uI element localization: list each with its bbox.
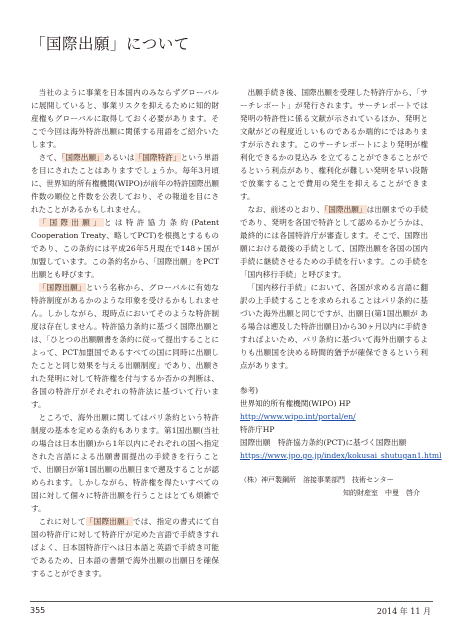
- highlighted-term: 「国際出願」: [38, 218, 105, 227]
- references-label: 参考): [240, 386, 259, 395]
- text: は出願までの手続であり、発明を各国で特許として認めるかどうかは、最終的には各国特許庁が審査します。そこで、国際出願における最後の手続として、国際出願を各国の国内手続に継続させるための手続を行います。この手続を「国内移行手続」と呼びます。: [240, 205, 429, 279]
- text: あるいは: [103, 153, 135, 162]
- text: これに対して: [38, 517, 86, 526]
- highlighted-term: 「国際出願」: [61, 153, 104, 162]
- text: では、指定の書式にて自国の特許庁に対して特許庁が定めた言語で手続きすればよく、日本国特許庁へは日本語と英語で手続き可能であるため、日本語の書類で海外出願の出願日を確保することができます。: [31, 517, 220, 578]
- highlighted-term: 「国際出願」: [38, 283, 86, 292]
- text: なお、前述のとおり、: [247, 205, 325, 214]
- author-affiliation: （株）神戸製鋼所 溶接事業部門 技術センター: [240, 476, 394, 484]
- footer-divider: [30, 601, 433, 602]
- reference-jpo-page-label: 国際出願 特許協力条約(PCT)に基づく国際出願: [240, 438, 407, 447]
- reference-jpo-link[interactable]: https://www.jpo.go.jp/index/kokusai_shutugan1.html: [240, 451, 442, 460]
- text: とは特許協力条約(Patent Cooperation Treaty、略してPCT)を根拠とするものであり、この条約には平成26年5月現在で148ヶ国が加盟しています。この条約名から、「国際出願」をPCT出願とも呼びます。: [31, 218, 220, 279]
- reference-wipo-link[interactable]: http://www.wipo.int/portal/en/: [240, 412, 356, 421]
- right-column: [240, 86, 442, 500]
- paragraph-national-phase: [240, 203, 428, 281]
- reference-wipo-label: 世界知的所有権機関(WIPO) HP: [240, 399, 351, 408]
- highlighted-term: 「国際出願」: [85, 517, 133, 526]
- paragraph-paris-convention: ところで、海外出願に関してはパリ条約という特許制度の基本を定める条約もあります。第1国出願(当社の場合は日本出願)から1年以内にそれぞれの国へ指定された言語による出願書面提出の手続きを行うことで、出願日が第1国出願の出願日まで遡及することが認められます。しかしながら、特許権を得たいすべての国に対して個々に特許出願を行うことはとても煩雑です。: [31, 413, 219, 513]
- highlighted-term: 「国際出願」: [324, 205, 367, 214]
- paragraph-international-application-term: [31, 151, 219, 216]
- highlighted-term: 「国際特許」: [134, 153, 181, 162]
- paragraph-pct-definition: [31, 216, 219, 281]
- author-credit: [240, 474, 428, 500]
- text: という名称から、グローバルに有効な特許制度があるかのような印象を受けるかもしれません。しかしながら、現時点においてそのような特許制度は存在しません。特許協力条約に基づく国際出願とは、「ひとつの出願願書を条約に従って提出することによって、PCT加盟国であるすべての国に同時に出願したことと同じ効果を与える出願制度」であり、出願された発明に対して特許権を付与するか否かの判断は、各国の特許庁がそれぞれの特許法に基づいて行います。: [31, 283, 219, 409]
- issue-date: 2014 年 11 月: [376, 607, 431, 616]
- paragraph-national-phase-deadline: 「国内移行手続」において、各国が求める言語に翻訳の上手続することを求められることはパリ条約に基づいた海外出願と同じですが、出願日(第1国出願が ある場合は遡及した特許出願日)から30ヶ月以内に手続きすればよいため、パリ条約に基づいて海外出願するよりも出願国を決める時間的猶予が確保できるという利点があります。: [240, 283, 428, 370]
- page-number: 355: [30, 606, 46, 615]
- paragraph-pct-effect: [31, 281, 219, 411]
- author-name: 知的財産室 中曼 啓介: [343, 489, 420, 497]
- references: [240, 384, 442, 462]
- paragraph-search-report: 出願手続き後、国際出願を受理した特許庁から、「サーチレポート」が発行されます。サーチレポートでは発明の特許性に係る文献が示されているほか、発明と文献がどの程度近しいものであるか端的にではありますが示されます。このサーチレポートにより発明が権利化できるかの見込み を立てることができることがでるという利点があり、権利化が難しい発明を早い段階で放棄することで費用の発生を抑えることができます。: [240, 88, 428, 201]
- paragraph-pct-language: [31, 515, 219, 580]
- text: という単語を目にされたことはありますでしょうか。毎年3月頃に、世界知的所有権機関(WIPO)が前年の特許国際出願件数の順位と件数を公表しており、その報道を目にされたことがあるかもしれません。: [31, 153, 220, 214]
- article-title: 「国際出願」について: [30, 35, 190, 53]
- paragraph-intro: 当社のように事業を日本国内のみならずグローバルに展開していると、事業リスクを抑えるために知的財産権もグローバルに取得しておく必要があります。そこで今回は海外特許出願に関係する用語をご紹介いたします。: [31, 88, 219, 149]
- left-column: [31, 86, 219, 580]
- text: さて、: [38, 153, 62, 162]
- reference-jpo-label: 特許庁HP: [240, 425, 275, 434]
